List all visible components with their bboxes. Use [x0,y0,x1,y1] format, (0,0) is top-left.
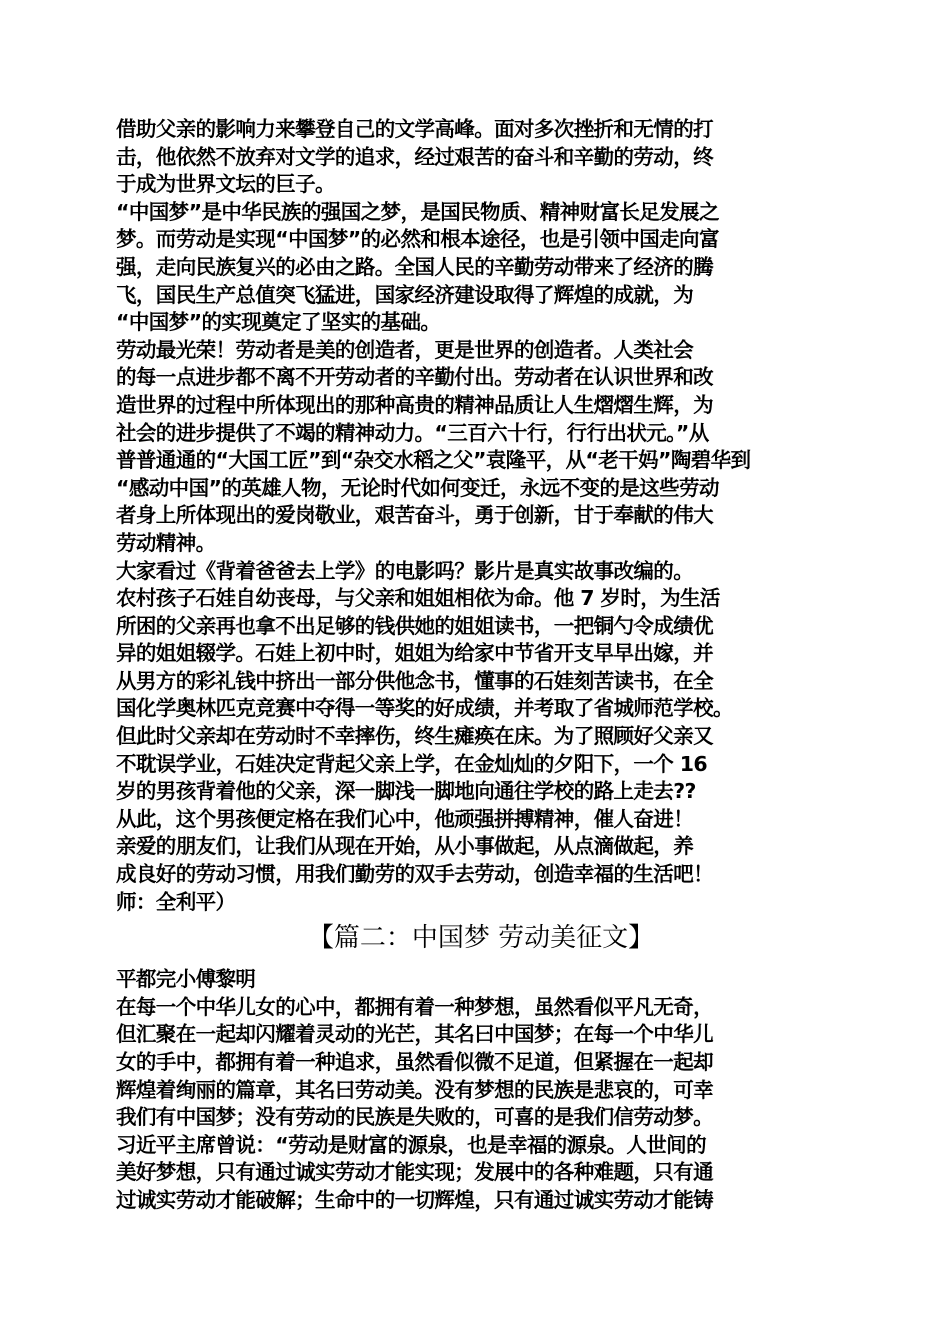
text-line: 岁的男孩背着他的父亲，深一脚浅一脚地向通往学校的路上走去?? [116,779,696,804]
text-line: 劳动最光荣！劳动者是美的创造者，更是世界的创造者。人类社会 [116,337,694,362]
section-2-body [116,966,846,1214]
text-line: 者身上所体现出的爱岗敬业，艰苦奋斗，勇于创新，甘于奉献的伟大 [116,503,713,528]
text-line: 于成为世界文坛的巨子。 [116,172,335,197]
text-line: “中国梦”的实现奠定了坚实的基础。 [116,310,441,335]
text-line: 所困的父亲再也拿不出足够的钱供她的姐姐读书，一把铜勺令成绩优 [116,613,713,638]
text-line: 农村孩子石娃自幼丧母，与父亲和姐姐相依为命。他 7 岁时，为生活 [116,586,720,611]
text-line: 过诚实劳动才能破解；生命中的一切辉煌，只有通过诚实劳动才能铸 [116,1187,713,1212]
text-line: 我们有中国梦；没有劳动的民族是失败的，可喜的是我们信劳动梦。 [116,1105,713,1130]
text-line: 飞，国民生产总值突飞猛进，国家经济建设取得了辉煌的成就，为 [116,282,694,307]
text-line: 造世界的过程中所体现出的那种高贵的精神品质让人生熠熠生辉，为 [116,392,713,417]
text-line: “感动中国”的英雄人物，无论时代如何变迁，永远不变的是这些劳动 [116,475,719,500]
text-line: 女的手中，都拥有着一种追求，虽然看似微不足道，但紧握在一起却 [116,1050,713,1074]
document-page [116,116,846,1215]
text-line: 国化学奥林匹克竞赛中夺得一等奖的好成绩，并考取了省城师范学校。 [116,696,733,721]
text-line: 异的姐姐辍学。石娃上初中时，姐姐为给家中节省开支早早出嫁，并 [116,641,713,666]
text-line: 的每一点进步都不离不开劳动者的辛勤付出。劳动者在认识世界和改 [116,365,713,390]
text-line: 大家看过《背着爸爸去上学》的电影吗？影片是真实故事改编的。 [116,558,694,583]
text-line: 劳动精神。 [116,530,216,555]
text-line: 成良好的劳动习惯，用我们勤劳的双手去劳动，创造幸福的生活吧！ [116,862,713,887]
text-line: 亲爱的朋友们，让我们从现在开始，从小事做起，从点滴做起，养 [116,834,694,859]
section-1-body [116,116,846,916]
text-line: 但汇聚在一起却闪耀着灵动的光芒，其名曰中国梦；在每一个中华儿 [116,1022,713,1047]
text-line: 平都完小傅黎明 [116,967,256,992]
text-line: 社会的进步提供了不竭的精神动力。“三百六十行，行行出状元。”从 [116,420,709,445]
text-line: 击，他依然不放弃对文学的追求，经过艰苦的奋斗和辛勤的劳动，终 [116,144,713,169]
text-line: 师：全利平） [116,889,236,914]
text-line: 不耽误学业，石娃决定背起父亲上学，在金灿灿的夕阳下，一个 16 [116,751,708,776]
text-line: 梦。而劳动是实现“中国梦”的必然和根本途径，也是引领中国走向富 [116,227,719,252]
text-line: “中国梦”是中华民族的强国之梦，是国民物质、精神财富长足发展之 [116,199,719,224]
text-line: 习近平主席曾说：“劳动是财富的源泉，也是幸福的源泉。人世间的 [116,1132,706,1157]
text-line: 辉煌着绚丽的篇章，其名曰劳动美。没有梦想的民族是悲哀的，可幸 [116,1077,713,1102]
section-2-heading: 【篇二：中国梦 劳动美征文】 [307,923,655,954]
text-line: 强，走向民族复兴的必由之路。全国人民的辛勤劳动带来了经济的腾 [116,254,713,279]
text-line: 从男方的彩礼钱中挤出一部分供他念书，懂事的石娃刻苦读书，在全 [116,668,713,693]
text-line: 在每一个中华儿女的心中，都拥有着一种梦想，虽然看似平凡无奇， [116,994,713,1019]
text-line: 借助父亲的影响力来攀登自己的文学高峰。面对多次挫折和无情的打 [116,117,713,141]
text-line: 普普通通的“大国工匠”到“杂交水稻之父”袁隆平，从“老干妈”陶碧华到 [116,448,751,473]
text-line: 但此时父亲却在劳动时不幸摔伤，终生瘫痪在床。为了照顾好父亲又 [116,724,713,749]
text-line: 美好梦想，只有通过诚实劳动才能实现；发展中的各种难题，只有通 [116,1160,713,1185]
text-line: 从此，这个男孩便定格在我们心中，他顽强拼搏精神，催人奋进！ [116,806,694,831]
